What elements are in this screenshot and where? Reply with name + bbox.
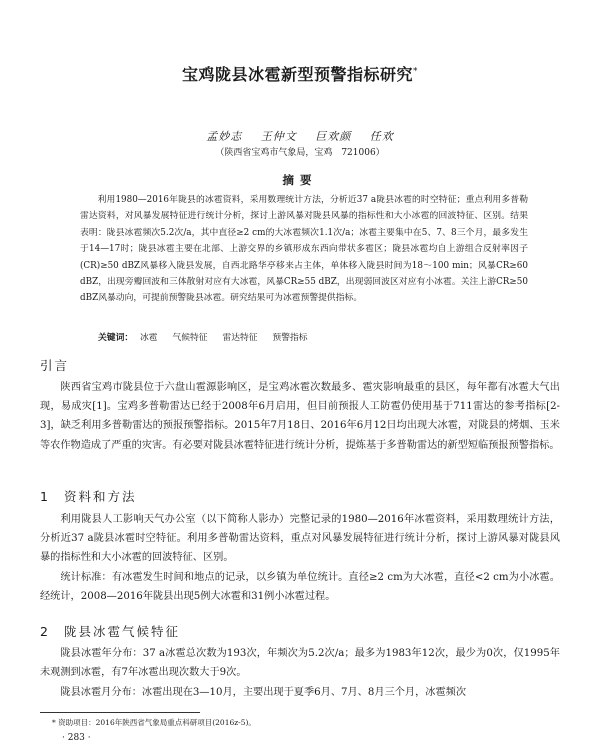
- footnote: * 资助项目：2016年陕西省气象局重点科研项目(2016z-5)。: [52, 718, 256, 727]
- paper-title: [0, 62, 600, 85]
- keywords-line: [98, 330, 528, 343]
- author-name: 任欢: [369, 130, 394, 143]
- keywords-label: 关键词：: [98, 333, 134, 343]
- title-text: 宝鸡陇县冰雹新型预警指标研究: [181, 65, 413, 84]
- footnote-divider: [40, 712, 200, 713]
- abstract-body: 利用1980—2016年陇县的冰雹资料，采用数理统计方法，分析近37 a陇县冰雹的时空特征；重点利用多普勒雷达资料，对风暴发展特征进行统计分析，探讨上游风暴对陇县风暴的指标性和大小冰雹的回波特征、区别。结果表明：陇县冰雹频次5.2次/a，其中直径≥2 cm的大冰雹频次1.1次/a；冰雹主要集中在5、7、8三个月，最多发生于14—17时；陇县冰雹主要在北部、上游交界的乡镇形成东西向带状多雹区；陇县冰雹均自上游组合反射率因子(CR)≥50 dBZ风暴移入陇县发展，自西北路华亭移来占主体，单体移入陇县时间为18～100 min；风暴CR≥60 dBZ，出现旁瓣回波和三体散射对应有大冰雹，风暴CR≥55 dBZ，出现弱回波区对应有小冰雹。关注上游CR≥50 dBZ风暴动向，可提前预警陇县冰雹。研究结果可为冰雹预警提供指标。: [80, 195, 528, 304]
- page-number: · 283 ·: [62, 733, 91, 743]
- section-number: 2: [40, 624, 50, 639]
- title-footnote-mark: *: [413, 66, 418, 77]
- keyword: 冰雹: [140, 333, 158, 343]
- body-paragraph: 统计标准：有冰雹发生时间和地点的记录，以乡镇为单位统计。直径≥2 cm为大冰雹，直径<2 cm为小冰雹。经统计，2008—2016年陇县出现5例大冰雹和31例小冰雹过程。: [40, 572, 560, 603]
- section-heading-climate: [40, 622, 180, 640]
- body-paragraph: 利用陇县人工影响天气办公室（以下简称人影办）完整记录的1980—2016年冰雹资料，采用数理统计方法，分析近37 a陇县冰雹时空特征。利用多普勒雷达资料，重点对风暴发展特征进行统计分析，探讨上游风暴对陇县风暴的指标性和大小冰雹的回波特征、区别。: [40, 514, 560, 564]
- section-heading-data-methods: [40, 487, 136, 505]
- section-number: 1: [40, 489, 50, 504]
- author-list: [0, 128, 600, 144]
- section-title: 陇县冰雹气候特征: [63, 624, 180, 639]
- section-title: 资料和方法: [63, 489, 137, 504]
- body-paragraph: 陇县冰雹年分布：37 a冰雹总次数为193次，年频次为5.2次/a；最多为1983年12次，最少为0次，仅1995年未观测到冰雹，有7年冰雹出现次数大于9次。: [40, 648, 560, 679]
- abstract-heading: 摘要: [282, 173, 318, 187]
- body-paragraph: 陇县冰雹月分布：冰雹出现在3—10月，主要出现于夏季6月、7月、8月三个月，冰雹频次: [60, 687, 467, 698]
- keyword: 预警指标: [272, 333, 308, 343]
- keyword: 气候特征: [172, 333, 208, 343]
- body-paragraph: 陕西省宝鸡市陇县位于六盘山雹源影响区，是宝鸡冰雹次数最多、雹灾影响最重的县区，每年都有冰雹大气出现，易成灾[1]。宝鸡多普勒雷达已经于2008年6月启用，但目前预报人工防雹仍使用基于711雷达的参考指标[2-3]，缺乏利用多普勒雷达的预报预警指标。2015年7月18日、2016年6月12日均出现大冰雹，对陇县的烤烟、玉米等农作物造成了严重的灾害。有必要对陇县冰雹特征进行统计分析，提炼基于多普勒雷达的新型短临预报预警指标。: [40, 382, 560, 451]
- author-name: 孟妙志: [206, 130, 243, 143]
- author-name: 巨欢颜: [315, 130, 352, 143]
- affiliation: （陕西省宝鸡市气象局，宝鸡 721006）: [215, 148, 385, 158]
- author-name: 王仲文: [260, 130, 297, 143]
- section-title: 引言: [40, 358, 70, 373]
- section-heading-intro: [40, 356, 69, 374]
- keyword: 雷达特征: [222, 333, 258, 343]
